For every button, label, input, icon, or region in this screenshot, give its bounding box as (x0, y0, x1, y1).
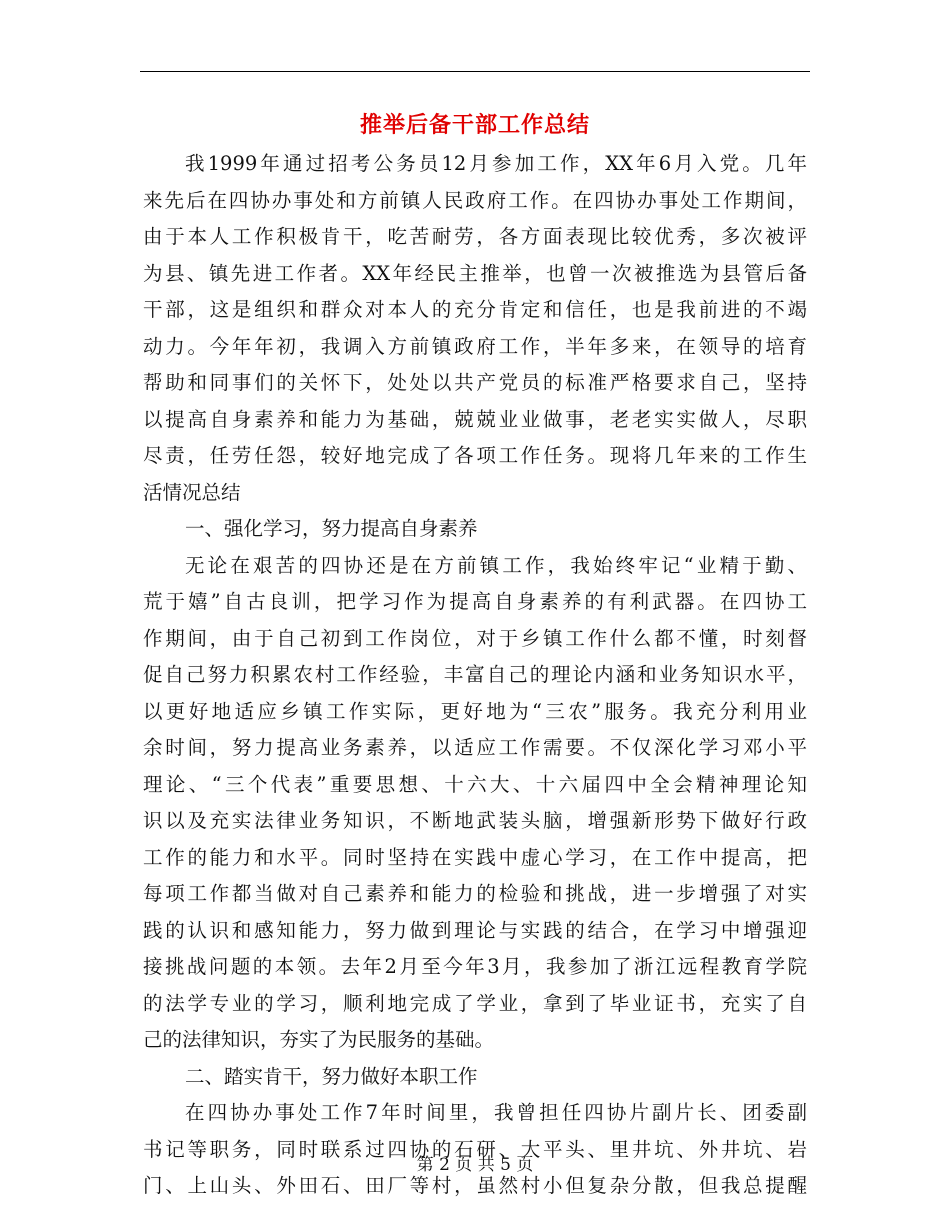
text-line: 门、上山头、外田石、田厂等村，虽然村小但复杂分散，但我总提醒 (143, 1174, 807, 1197)
text-line: 尽责，任劳任怨，较好地完成了各项工作任务。现将几年来的工作生 (143, 444, 807, 467)
text-line: 帮助和同事们的关怀下，处处以共产党员的标准严格要求自己，坚持 (143, 371, 807, 394)
text-line: 余时间，努力提高业务素养，以适应工作需要。不仅深化学习邓小平 (143, 736, 807, 759)
text-line: 己的法律知识，夯实了为民服务的基础。 (143, 1028, 495, 1051)
text-line: 工作的能力和水平。同时坚持在实践中虚心学习，在工作中提高，把 (143, 845, 807, 869)
text-line: 无论在艰苦的四协还是在方前镇工作，我始终牢记“业精于勤、 (185, 553, 807, 577)
text-line: 干部，这是组织和群众对本人的充分肯定和信任，也是我前进的不竭 (143, 298, 807, 321)
text-line: 作期间，由于自己初到工作岗位，对于乡镇工作什么都不懂，时刻督 (143, 626, 807, 650)
page-footer: 第 2 页 共 5 页 (416, 1155, 534, 1175)
document-body (143, 146, 807, 1205)
text-line: 践的认识和感知能力，努力做到理论与实践的结合，在学习中增强迎 (143, 918, 807, 942)
text-line: 促自己努力积累农村工作经验，丰富自己的理论内涵和业务知识水平， (143, 663, 807, 686)
text-line: 动力。今年年初，我调入方前镇政府工作，半年多来，在领导的培育 (143, 334, 807, 358)
document-title: 推举后备干部工作总结 (359, 112, 590, 138)
text-line: 我1999年通过招考公务员12月参加工作，XX年6月入党。几年 (185, 152, 807, 175)
text-line: 一、强化学习，努力提高自身素养 (185, 517, 478, 540)
header-rule (140, 71, 810, 72)
text-line: 二、踏实肯干，努力做好本职工作 (185, 1064, 478, 1088)
text-line: 接挑战问题的本领。去年2月至今年3月，我参加了浙江远程教育学院 (143, 955, 807, 978)
text-line: 为县、镇先进工作者。XX年经民主推举，也曾一次被推选为县管后备 (143, 261, 807, 285)
text-line: 以提高自身素养和能力为基础，兢兢业业做事，老老实实做人，尽职 (143, 407, 807, 431)
text-line: 的法学专业的学习，顺利地完成了学业，拿到了毕业证书，充实了自 (143, 991, 807, 1015)
text-line: 在四协办事处工作7年时间里，我曾担任四协片副片长、团委副 (185, 1101, 807, 1124)
text-line: 来先后在四协办事处和方前镇人民政府工作。在四协办事处工作期间， (143, 188, 807, 212)
text-line: 识以及充实法律业务知识，不断地武装头脑，增强新形势下做好行政 (143, 809, 807, 832)
text-line: 以更好地适应乡镇工作实际，更好地为“三农”服务。我充分利用业 (143, 699, 807, 723)
text-line: 理论、“三个代表”重要思想、十六大、十六届四中全会精神理论知 (143, 772, 807, 796)
text-line: 由于本人工作积极肯干，吃苦耐劳，各方面表现比较优秀，多次被评 (143, 225, 807, 248)
text-line: 每项工作都当做对自己素养和能力的检验和挑战，进一步增强了对实 (143, 882, 807, 905)
text-line: 活情况总结 (143, 480, 241, 504)
text-line: 书记等职务，同时联系过四协的石研、大平头、里井坑、外井坑、岩 (143, 1137, 807, 1161)
text-line: 荒于嬉”自古良训，把学习作为提高自身素养的有利武器。在四协工 (143, 590, 807, 613)
